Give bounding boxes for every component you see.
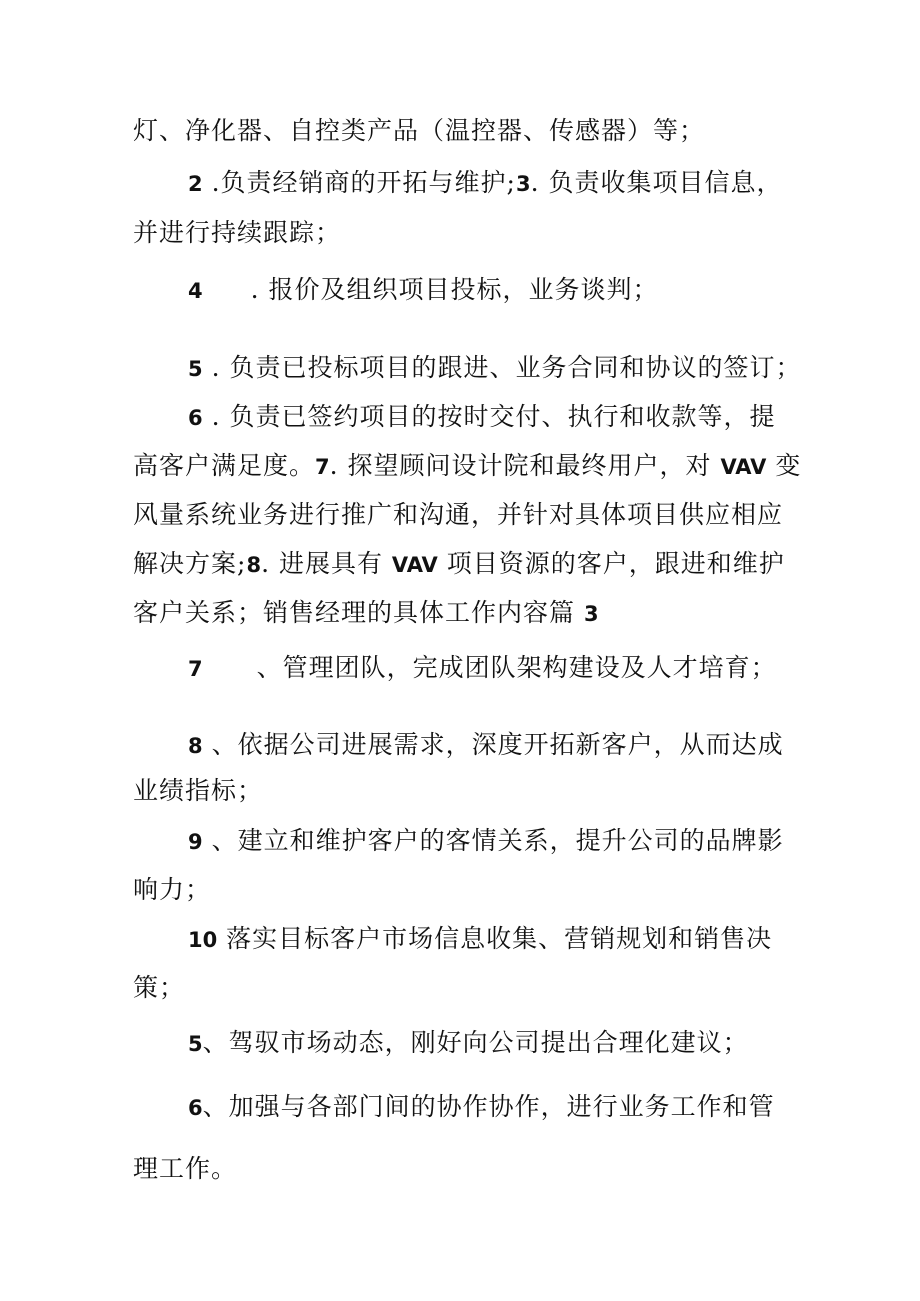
item-number: 5 xyxy=(188,357,203,381)
line-text: 灯、净化器、自控类产品（温控器、传感器）等； xyxy=(133,116,706,145)
text-line-15 xyxy=(133,873,211,907)
text-line-10 xyxy=(133,596,599,631)
item-number: 4 xyxy=(188,279,203,303)
text-line-3 xyxy=(133,216,341,250)
item-number: 8 xyxy=(188,734,203,758)
line-text: .负责经销商的开拓与维护; xyxy=(202,168,516,197)
list-item-4 xyxy=(188,273,659,308)
list-item-5 xyxy=(188,351,801,386)
text-line-13 xyxy=(133,774,263,808)
list-item-6 xyxy=(188,400,775,435)
line-text: . 负责已签约项目的按时交付、执行和收款等，提 xyxy=(202,402,776,431)
line-text: 理工作。 xyxy=(133,1154,238,1183)
line-text: . 负责已投标项目的跟进、业务合同和协议的签订； xyxy=(202,353,802,382)
text-line-20 xyxy=(133,1152,237,1186)
line-text: 、驾驭市场动态，刚好向公司提出合理化建议； xyxy=(202,1028,749,1057)
line-text: . 报价及组织项目投标，业务谈判； xyxy=(250,275,659,304)
item-number: 5 xyxy=(188,1032,203,1056)
list-item-6b xyxy=(188,1090,775,1125)
list-item-7 xyxy=(188,651,777,686)
text-line-8 xyxy=(133,498,783,532)
list-item-8 xyxy=(188,728,784,763)
line-text: . 进展具有 xyxy=(261,549,392,578)
line-text: 、管理团队，完成团队架构建设及人才培育； xyxy=(256,653,777,682)
text-line-7 xyxy=(133,449,801,484)
line-text: 、加强与各部门间的协作协作，进行业务工作和管 xyxy=(202,1092,775,1121)
vav-term: VAV xyxy=(720,455,767,479)
line-text: 高客户满足度。 xyxy=(133,451,316,480)
item-number: 7 xyxy=(188,657,203,681)
list-item-2 xyxy=(188,166,782,201)
list-item-9 xyxy=(188,824,784,859)
line-text: . 负责收集项目信息， xyxy=(530,168,783,197)
line-text: 、建立和维护客户的客情关系，提升公司的品牌影 xyxy=(202,826,784,855)
line-text: 风量系统业务进行推广和沟通，并针对具体项目供应相应 xyxy=(133,500,784,529)
item-number: 9 xyxy=(188,830,203,854)
line-text: 客户关系；销售经理的具体工作内容篇 xyxy=(133,598,584,627)
text-line-1 xyxy=(133,114,705,148)
item-number: 6 xyxy=(188,1096,203,1120)
line-text: 落实目标客户市场信息收集、营销规划和销售决 xyxy=(217,924,773,953)
line-text: 响力； xyxy=(133,875,212,904)
item-number: 3 xyxy=(515,172,531,196)
item-number: 10 xyxy=(188,928,218,952)
line-text: 解决方案; xyxy=(133,549,247,578)
list-item-5b xyxy=(188,1026,749,1061)
item-number: 8 xyxy=(246,553,262,577)
line-text: 并进行持续跟踪； xyxy=(133,218,342,247)
line-text: 项目资源的客户，跟进和维护 xyxy=(437,549,785,578)
line-text: 业绩指标； xyxy=(133,776,264,805)
item-number: 7 xyxy=(315,455,330,479)
text-line-17 xyxy=(133,971,185,1005)
line-text: 、依据公司进展需求，深度开拓新客户，从而达成 xyxy=(202,730,784,759)
item-number: 6 xyxy=(188,406,203,430)
line-text: 变 xyxy=(766,451,802,480)
item-number: 3 xyxy=(583,602,599,626)
vav-term: VAV xyxy=(391,553,438,577)
text-line-9 xyxy=(133,547,785,582)
line-text: . 探望顾问设计院和最终用户，对 xyxy=(329,451,721,480)
item-number: 2 xyxy=(188,172,203,196)
line-text: 策； xyxy=(133,973,186,1002)
list-item-10 xyxy=(188,922,772,957)
